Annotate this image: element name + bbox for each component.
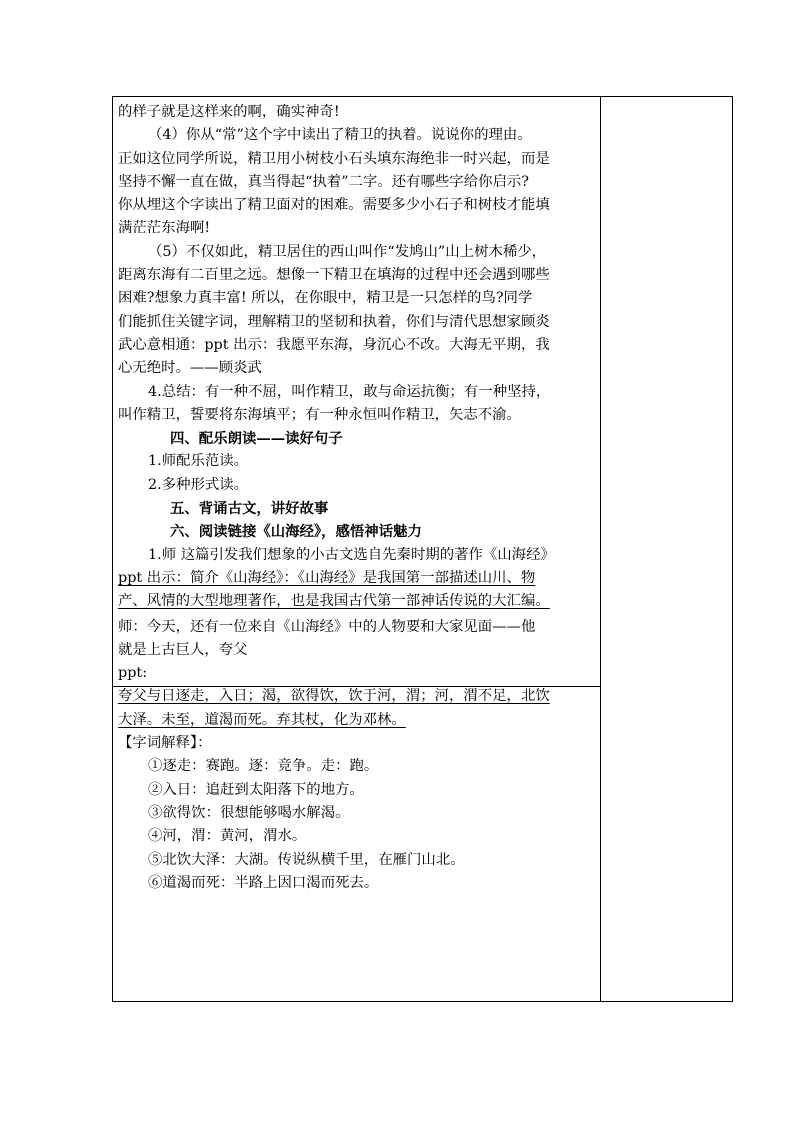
underlined-line: 大泽。未至，道渴而死。弃其杖，化为邓林。 (118, 711, 406, 728)
text-line: 你从埋这个字读出了精卫面对的困难。需要多少小石子和树枝才能填 (118, 197, 550, 214)
section-heading: 四、配乐朗读——读好句子 (170, 430, 343, 448)
section-heading: 五、背诵古文，讲好故事 (170, 500, 329, 518)
text-line: 武心意相通：ppt 出示：我愿平东海，身沉心不改。大海无平期，我 (118, 336, 550, 353)
text-line: 们能抓住关键字词，理解精卫的坚韧和执着，你们与清代思想家顾炎 (118, 313, 550, 330)
text-line: ppt: (118, 665, 148, 682)
text-line: 1.师 这篇引发我们想象的小古文选自先秦时期的著作《山海经》 (148, 546, 555, 563)
glossary-item: ⑥道渴而死：半路上因口渴而死去。 (148, 874, 379, 891)
text-line: 距离东海有二百里之远。想像一下精卫在填海的过程中还会遇到哪些 (118, 267, 550, 284)
text-line: 4.总结：有一种不屈，叫作精卫，敢与命运抗衡；有一种坚持， (148, 383, 551, 400)
text-line: （4）你从“常”这个字中读出了精卫的执着。说说你的理由。 (148, 127, 532, 144)
text-line: 的样子就是这样来的啊，确实神奇! (118, 104, 340, 120)
text-line: 师：今天，还有一位来自《山海经》中的人物要和大家见面——他 (118, 618, 536, 635)
glossary-item: ⑤北饮大泽：大湖。传说纵横千里，在雁门山北。 (148, 851, 465, 868)
underlined-line: ppt 出示：简介《山海经》：《山海经》是我国第一部描述山川、物 (118, 569, 536, 586)
glossary-item: ①逐走：赛跑。逐：竞争。走：跑。 (148, 758, 379, 775)
text-line: （5）不仅如此，精卫居住的西山叫作“发鸠山”山上树木稀少， (148, 243, 547, 260)
section-heading: 六、阅读链接《山海经》，感悟神话魅力 (170, 523, 422, 541)
glossary-item: ④河，渭：黄河，渭水。 (148, 828, 307, 845)
underlined-line: 夸父与日逐走，入日；渴，欲得饮，饮于河，渭；河，渭不足，北饮 (118, 688, 550, 705)
glossary-item: ②入日：追赶到太阳落下的地方。 (148, 781, 364, 798)
text-line: 1.师配乐范读。 (148, 453, 249, 470)
lesson-table (112, 96, 733, 1002)
text-line: 满茫茫东海啊! (118, 220, 211, 237)
glossary-item: ③欲得饮：很想能够喝水解渴。 (148, 804, 350, 821)
text-line: 2.多种形式读。 (148, 476, 249, 493)
notes-column-divider (600, 97, 601, 1001)
text-line: 心无绝时。——顾炎武 (118, 360, 262, 377)
text-line: 困难?想象力真丰富! 所以，在你眼中，精卫是一只怎样的鸟?同学 (118, 290, 533, 307)
underlined-line: 产、风情的大型地理著作，也是我国古代第一部神话传说的大汇编。 (118, 593, 550, 610)
text-line: 坚持不懈一直在做，真当得起“执着”二字。还有哪些字给你启示? (118, 173, 529, 190)
text-line: 就是上古巨人，夸父 (118, 641, 248, 658)
text-line: 正如这位同学所说，精卫用小树枝小石头填东海绝非一时兴起，而是 (118, 150, 550, 167)
lesson-content (118, 101, 598, 895)
text-line: 叫作精卫，誓要将东海填平；有一种永恒叫作精卫，矢志不渝。 (118, 406, 521, 423)
glossary-heading: 【字词解释】： (118, 735, 212, 752)
